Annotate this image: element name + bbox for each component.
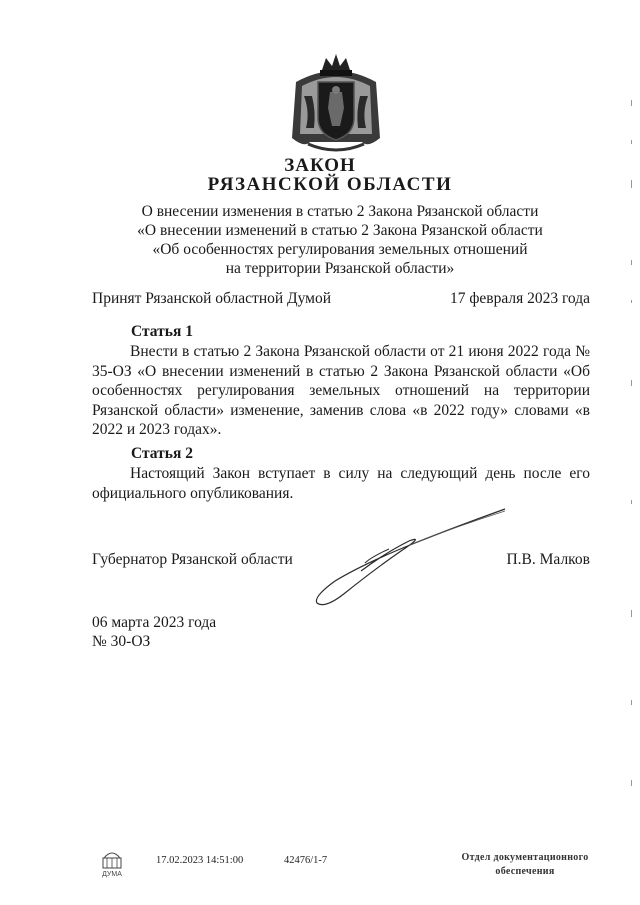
department-stamp: [440, 851, 610, 879]
footer-timestamp: 17.02.2023 14:51:00: [156, 855, 244, 866]
handwritten-signature: [305, 505, 515, 615]
adopted-by: Принят Рязанской областной Думой: [92, 290, 332, 307]
subtitle-line: «О внесении изменений в статью 2 Закона Рязанской области: [137, 222, 543, 239]
law-title: ЗАКОН: [284, 155, 356, 176]
duma-logo-text: ДУМА: [102, 871, 122, 878]
law-region-title: РЯЗАНСКОЙ ОБЛАСТИ: [207, 174, 453, 195]
governor-title: Губернатор Рязанской области: [92, 551, 293, 568]
department-line: Отдел документационного: [461, 852, 589, 863]
governor-name: П.В. Малков: [506, 551, 590, 568]
footer-document-id: 42476/1-7: [284, 855, 328, 866]
subtitle-line: на территории Рязанской области»: [225, 260, 455, 277]
article-1-text: Внести в статью 2 Закона Рязанской области от 21 июня 2022 года № 35-ОЗ «О внесении изменений в статью 2 Закона Рязанской области «Об особенностях регулирования земельных отношений на территории Рязанской области» изменение, заменив слова «в 2022 году» словами «в 2022 и 2023 годах».: [92, 343, 590, 438]
article-1-title: Статья 1: [131, 323, 193, 340]
duma-building-icon: [98, 848, 126, 878]
law-subtitle: [100, 202, 580, 278]
law-number: № 30-ОЗ: [92, 633, 151, 650]
subtitle-line: О внесении изменения в статью 2 Закона Рязанской области: [141, 203, 539, 220]
department-line: обеспечения: [495, 866, 555, 877]
subtitle-line: «Об особенностях регулирования земельных отношений: [152, 241, 528, 258]
signed-date: 06 марта 2023 года: [92, 614, 217, 631]
article-2-text: Настоящий Закон вступает в силу на следующий день после его официального опубликования.: [92, 465, 590, 502]
article-2-title: Статья 2: [131, 445, 193, 462]
scan-edge-marks: [630, 80, 634, 860]
adopted-date: 17 февраля 2023 года: [449, 290, 590, 307]
coat-of-arms-icon: [282, 52, 390, 160]
